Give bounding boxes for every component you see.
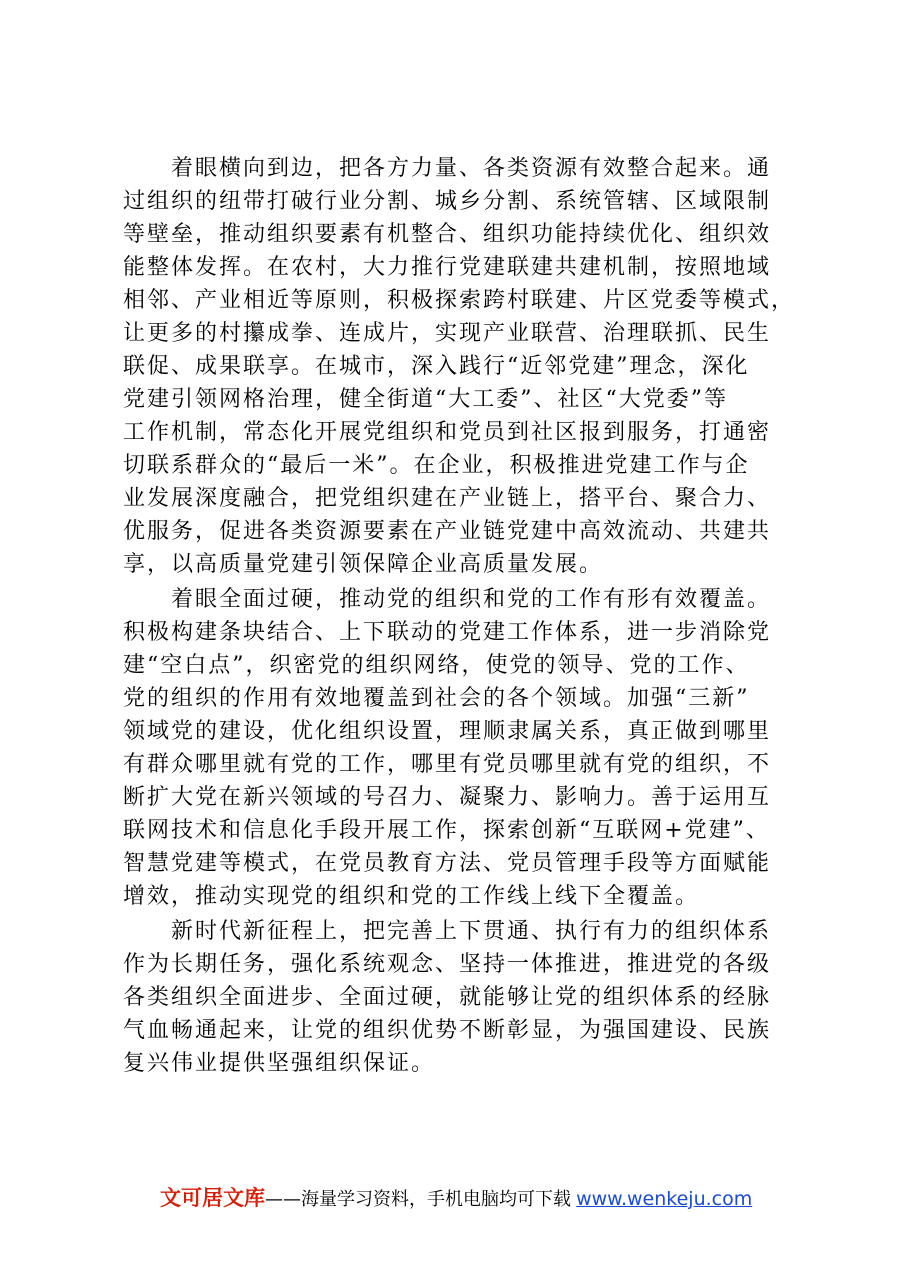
text-line: 党建引领网格治理，健全街道“大工委”、社区“大党委”等	[123, 387, 728, 412]
text-line: 切联系群众的“最后一米”。在企业，积极推进党建工作与企	[123, 453, 750, 478]
text-line: 相邻、产业相近等原则，积极探索跨村联建、片区党委等模式，	[123, 288, 796, 313]
text-line: 着眼全面过硬，推动党的组织和党的工作有形有效覆盖。	[123, 587, 772, 612]
text-line: 智慧党建等模式，在党员教育方法、党员管理手段等方面赋能	[123, 851, 772, 876]
text-line: 各类组织全面进步、全面过硬，就能够让党的组织体系的经脉	[123, 985, 772, 1010]
text-line: 有群众哪里就有党的工作，哪里有党员哪里就有党的组织，不	[123, 752, 772, 777]
text-line: 让更多的村攥成拳、连成片，实现产业联营、治理联抓、民生	[123, 321, 772, 346]
text-line: 联网技术和信息化手段开展工作，探索创新“互联网+党建”、	[123, 818, 770, 843]
text-line: 气血畅通起来，让党的组织优势不断彰显，为强国建设、民族	[123, 1018, 772, 1043]
text-line: 党的组织的作用有效地覆盖到社会的各个领域。加强“三新”	[123, 686, 750, 711]
footer-tagline: ——海量学习资料，手机电脑均可下载	[265, 1189, 571, 1210]
footer-banner	[160, 1185, 752, 1211]
text-line: 领域党的建设，优化组织设置，理顺隶属关系，真正做到哪里	[123, 719, 772, 744]
text-line: 等壁垒，推动组织要素有机整合、组织功能持续优化、组织效	[123, 222, 772, 247]
text-line: 能整体发挥。在农村，大力推行党建联建共建机制，按照地域	[123, 255, 772, 280]
text-line: 业发展深度融合，把党组织建在产业链上，搭平台、聚合力、	[123, 486, 772, 511]
text-line: 过组织的纽带打破行业分割、城乡分割、系统管辖、区域限制	[123, 189, 772, 214]
text-line: 工作机制，常态化开展党组织和党员到社区报到服务，打通密	[123, 420, 772, 445]
text-line: 积极构建条块结合、上下联动的党建工作体系，进一步消除党	[123, 620, 772, 645]
brand-name: 文可居文库	[160, 1186, 265, 1210]
website-link[interactable]: www.wenkeju.com	[576, 1188, 753, 1210]
text-line: 增效，推动实现党的组织和党的工作线上线下全覆盖。	[123, 884, 700, 909]
text-line: 着眼横向到边，把各方力量、各类资源有效整合起来。通	[123, 156, 772, 181]
text-line: 建“空白点”，织密党的组织网络，使党的领导、党的工作、	[123, 653, 750, 678]
text-line: 优服务，促进各类资源要素在产业链党建中高效流动、共建共	[123, 519, 772, 544]
text-line: 作为长期任务，强化系统观念、坚持一体推进，推进党的各级	[123, 952, 772, 977]
text-line: 新时代新征程上，把完善上下贯通、执行有力的组织体系	[123, 919, 772, 944]
text-line: 复兴伟业提供坚强组织保证。	[123, 1051, 436, 1076]
text-line: 断扩大党在新兴领域的号召力、凝聚力、影响力。善于运用互	[123, 785, 772, 810]
text-line: 享，以高质量党建引领保障企业高质量发展。	[123, 552, 604, 577]
text-line: 联促、成果联享。在城市，深入践行“近邻党建”理念，深化	[123, 354, 750, 379]
